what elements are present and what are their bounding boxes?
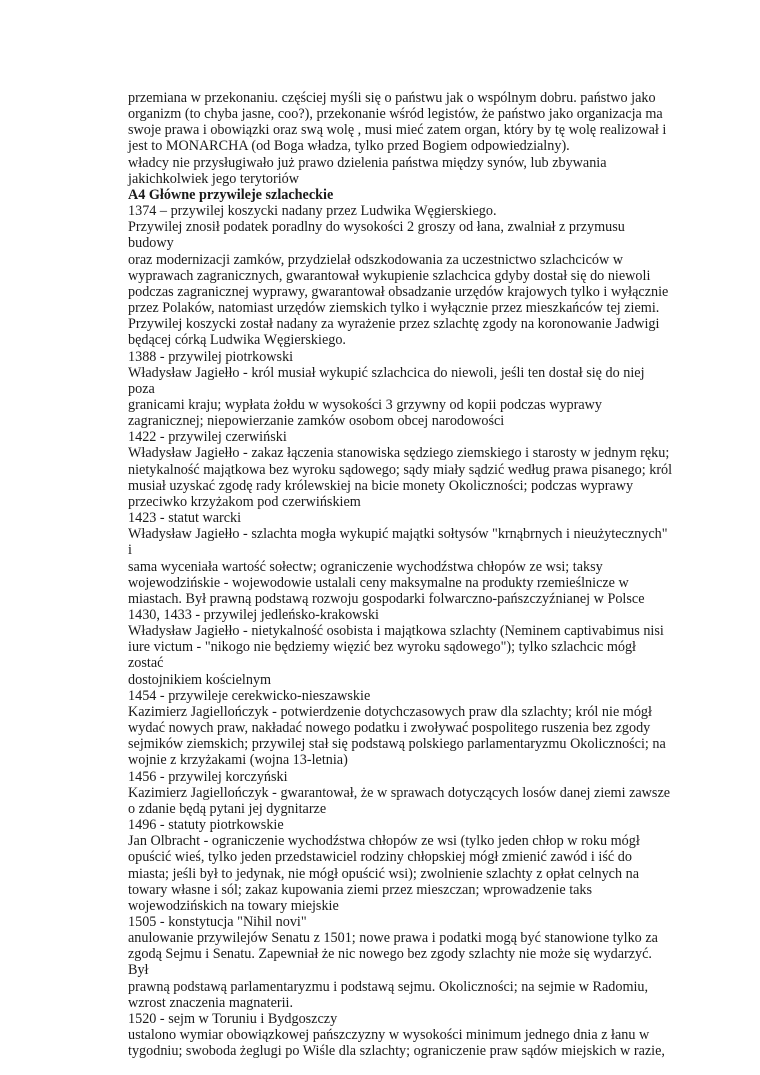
paragraph: Władysław Jagiełło - szlachta mogła wykupić majątki sołtysów "krnąbrnych i nieużytecznych" i sama wyceniała wartość sołectw; ograniczenie wychodźstwa chłopów ze wsi; taksy wojewodzińskie - wojewodowie ustalali ceny maksymalne na produkty rzemieślnicze w miastach. Był prawną podstawą rozwoju gospodarki folwarczno-pańszczyźnianej w Polsce xyxy=(128,526,668,607)
paragraph: Przywilej koszycki został nadany za wyrażenie przez szlachtę zgody na koronowanie Jadwigi będącej córką Ludwika Węgierskiego. xyxy=(128,316,660,349)
entry-heading: 1430, 1433 - przywilej jedleńsko-krakowski xyxy=(128,607,379,623)
entry-heading: 1520 - sejm w Toruniu i Bydgoszczy xyxy=(128,1010,338,1027)
paragraph: Władysław Jagiełło - król musiał wykupić szlachcica do niewoli, jeśli ten dostał się do niej poza granicami kraju; wypłata żołdu w wysokości 3 grzywny od kopii podczas wyprawy zagranicznej; niepowierzanie zamków osobom obcej narodowości xyxy=(128,364,645,430)
entry-heading: 1374 – przywilej koszycki nadany przez Ludwika Węgierskiego. xyxy=(128,203,497,220)
entry-heading: 1456 - przywilej korczyński xyxy=(128,768,288,785)
paragraph: ustalono wymiar obowiązkowej pańszczyzny w wysokości minimum jednego dnia z łanu w tygodniu; swoboda żeglugi po Wiśle dla szlachty; ograniczenie praw sądów miejskich w razie, xyxy=(128,1027,665,1060)
paragraph: Jan Olbracht - ograniczenie wychodźstwa chłopów ze wsi (tylko jeden chłop w roku mógł opuścić wieś, tylko jeden przedstawiciel rodziny chłopskiej mógł zmienić zawód i iść do miasta; jeśli był to jedynak, nie mógł opuścić wsi); zwolnienie szlachty z opłat celnych na towary własne i sól; zakaz kupowania ziemi przez mieszczan; wprowadzenie taks wojewodzińskich na towary miejskie xyxy=(128,833,640,914)
paragraph: Władysław Jagiełło - nietykalność osobista i majątkowa szlachty (Neminem captivabimus nisi iure victum - "nikogo nie będziemy więzić bez wyroku sądowego"); tylko szlachcic mógł zostać dostojnikiem kościelnym xyxy=(128,623,664,688)
paragraph: Kazimierz Jagiellończyk - potwierdzenie dotychczasowych praw dla szlachty; król nie mógł wydać nowych praw, nakładać nowego podatku i zwoływać pospolitego ruszenia bez zgody sejmików ziemskich; przywilej stał się podstawą polskiego parlamentaryzmu Okoliczności; na wojnie z krzyżakami (wojna 13-letnia) xyxy=(128,703,666,769)
paragraph: Władysław Jagiełło - zakaz łączenia stanowiska sędziego ziemskiego i starosty w jednym ręku; nietykalność majątkowa bez wyroku sądowego; sądy miały sądzić według prawa pisanego; król musiał uzyskać zgodę rady królewskiej na bicie monety Okoliczności; podczas wyprawy przeciwko krzyżakom pod czerwińskiem xyxy=(128,445,673,510)
paragraph: władcy nie przysługiwało już prawo dzielenia państwa między synów, lub zbywania jakichkolwiek jego terytoriów xyxy=(128,154,607,187)
entry-heading: 1422 - przywilej czerwiński xyxy=(128,429,287,446)
entry-heading: 1496 - statuty piotrkowskie xyxy=(128,817,284,834)
paragraph: Kazimierz Jagiellończyk - gwarantował, że w sprawach dotyczących losów danej ziemi zawsze o zdanie będą pytani jej dygnitarze xyxy=(128,784,671,817)
paragraph: anulowanie przywilejów Senatu z 1501; nowe prawa i podatki mogą być stanowione tylko za zgodą Sejmu i Senatu. Zapewniał że nic nowego bez zgody szlachty nie może się wydarzyć. Był prawną podstawą parlamentaryzmu i podstawą sejmu. Okoliczności; na sejmie w Radomiu, wzrost znaczenia magnaterii. xyxy=(128,930,658,1011)
entry-heading: 1454 - przywileje cerekwicko-nieszawskie xyxy=(128,687,371,704)
document-page xyxy=(128,90,673,1059)
entry-heading: 1388 - przywilej piotrkowski xyxy=(128,348,294,365)
entry-heading: 1505 - konstytucja "Nihil novi" xyxy=(128,913,307,930)
section-heading: A4 Główne przywileje szlacheckie xyxy=(128,186,334,203)
paragraph: przemiana w przekonaniu. częściej myśli się o państwu jak o wspólnym dobru. państwo jako organizm (to chyba jasne, coo?), przekonanie wśród legistów, że państwo jako organizacja ma swoje prawa i obowiązki oraz swą wolę , musi mieć zatem organ, który by tę wolę realizował i jest to MONARCHA (od Boga władza, tylko przed Bogiem odpowiedzialny). xyxy=(128,90,667,155)
entry-heading: 1423 - statut warcki xyxy=(128,510,242,527)
paragraph: Przywilej znosił podatek poradlny do wysokości 2 groszy od łana, zwalniał z przymusu budowy oraz modernizacji zamków, przydzielał odszkodowania za uczestnictwo szlachciców w wyprawach zagranicznych, gwarantował wykupienie szlachcica gdyby dostał się do niewoli podczas zagranicznej wyprawy, gwarantował obsadzanie urzędów krajowych tylko i wyłącznie przez Polaków, natomiast urzędów ziemskich tylko i wyłącznie przez mieszkańców tej ziemi. xyxy=(128,219,669,317)
